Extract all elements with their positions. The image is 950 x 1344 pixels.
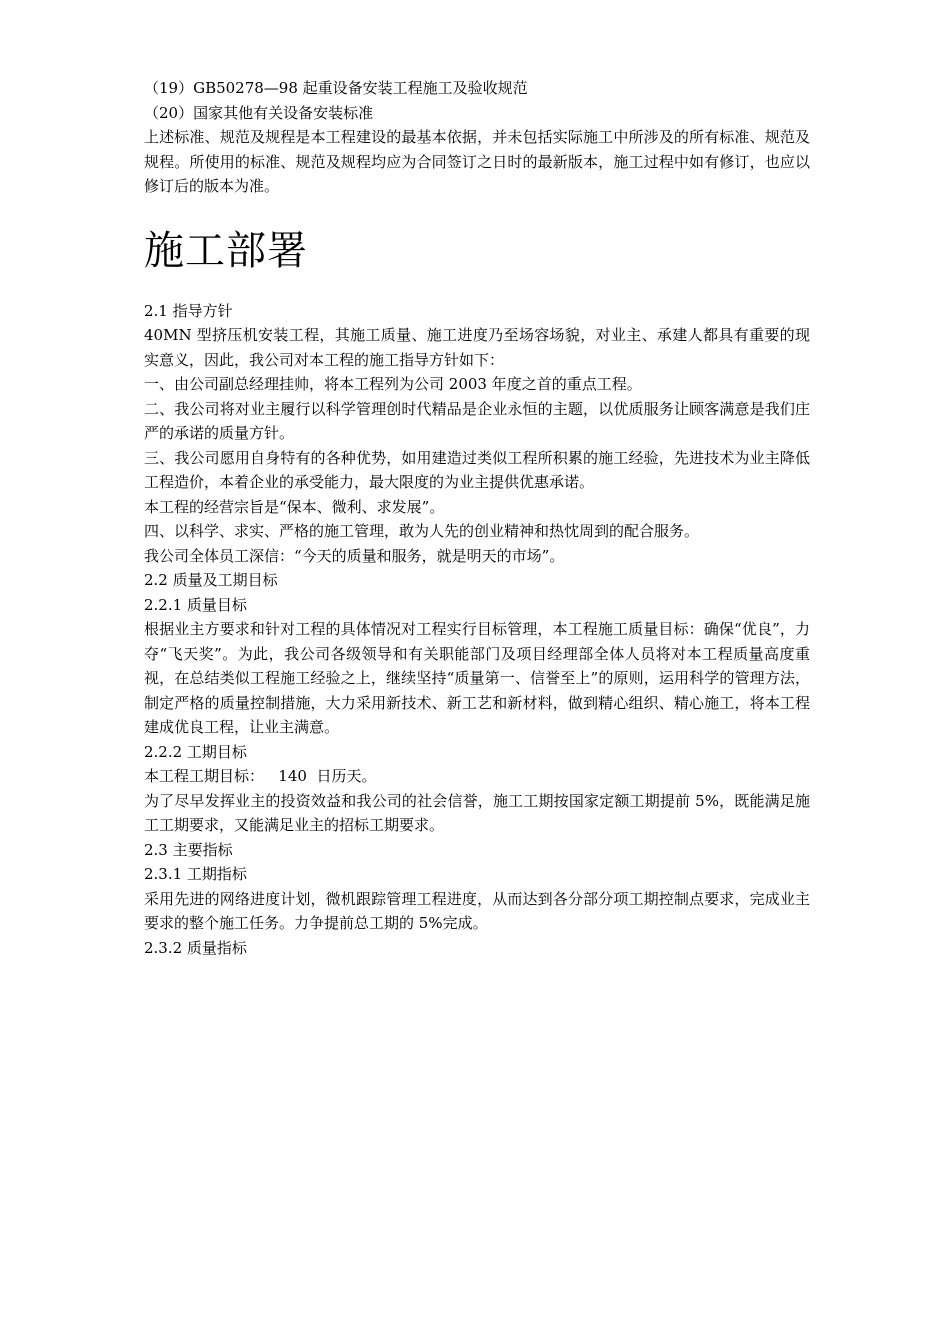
heading-2-2-2: 2.2.2 工期目标: [144, 742, 247, 761]
heading-2-2-1: 2.2.1 质量目标: [144, 595, 247, 614]
heading-2-3-1: 2.3.1 工期指标: [144, 865, 247, 883]
quality-goal-paragraph: 根据业主方要求和针对工程的具体情况对工程实行目标管理，本工程施工质量目标：确保“优良”，力夺“飞天奖”。为此，我公司各级领导和有关职能部门及项目经理部全体人员将对本工程质量高度重视，在总结类似工程施工经验之上，继续坚持“质量第一、信誉至上”的原则，运用科学的管理方法，制定严格的质量控制措施，大力采用新技术、新工艺和新材料，做到精心组织、精心施工，将本工程建成优良工程，让业主满意。: [144, 620, 810, 736]
heading-2-3: 2.3 主要指标: [144, 840, 233, 859]
heading-2-3-2: 2.3.2 质量指标: [144, 938, 247, 957]
business-purpose: 本工程的经营宗旨是“保本、微利、求发展”。: [144, 497, 445, 516]
policy-intro-paragraph: 40MN 型挤压机安装工程，其施工质量、施工进度乃至场容场貌，对业主、承建人都具有重要的现实意义，因此，我公司对本工程的施工指导方针如下：: [144, 326, 810, 369]
policy-point-1: 一、由公司副总经理挂帅，将本工程列为公司 2003 年度之首的重点工程。: [144, 375, 642, 393]
standard-item-20: （20）国家其他有关设备安装标准: [144, 103, 374, 122]
schedule-index-paragraph: 采用先进的网络进度计划，微机跟踪管理工程进度，从而达到各分部分项工期控制点要求，完成业主要求的整个施工任务。力争提前总工期的 5%完成。: [144, 889, 810, 932]
schedule-goal-days: 本工程工期目标： 140 日历天。: [144, 767, 377, 785]
document-page: [144, 76, 810, 960]
standards-note-paragraph: 上述标准、规范及规程是本工程建设的最基本依据，并未包括实际施工中所涉及的所有标准、规范及规程。所使用的标准、规范及规程均应为合同签订之日时的最新版本，施工过程中如有修订，也应以修订后的版本为准。: [144, 128, 810, 195]
schedule-goal-paragraph: 为了尽早发挥业主的投资效益和我公司的社会信誉，施工工期按国家定额工期提前 5%，既能满足施工工期要求，又能满足业主的招标工期要求。: [144, 791, 810, 834]
staff-belief: 我公司全体员工深信：“今天的质量和服务，就是明天的市场”。: [144, 546, 565, 565]
section-title: 施工部署: [144, 227, 308, 274]
heading-2-1: 2.1 指导方针: [144, 301, 233, 320]
policy-point-3: 三、我公司愿用自身特有的各种优势，如用建造过类似工程所积累的施工经验，先进技术为业主降低工程造价，本着企业的承受能力，最大限度的为业主提供优惠承诺。: [144, 448, 810, 491]
standard-item-19: （19）GB50278—98 起重设备安装工程施工及验收规范: [144, 79, 528, 97]
heading-2-2: 2.2 质量及工期目标: [144, 571, 278, 589]
policy-point-4: 四、以科学、求实、严格的施工管理，敢为人先的创业精神和热忱周到的配合服务。: [144, 522, 700, 540]
policy-point-2: 二、我公司将对业主履行以科学管理创时代精品是企业永恒的主题，以优质服务让顾客满意是我们庄严的承诺的质量方针。: [144, 399, 810, 442]
